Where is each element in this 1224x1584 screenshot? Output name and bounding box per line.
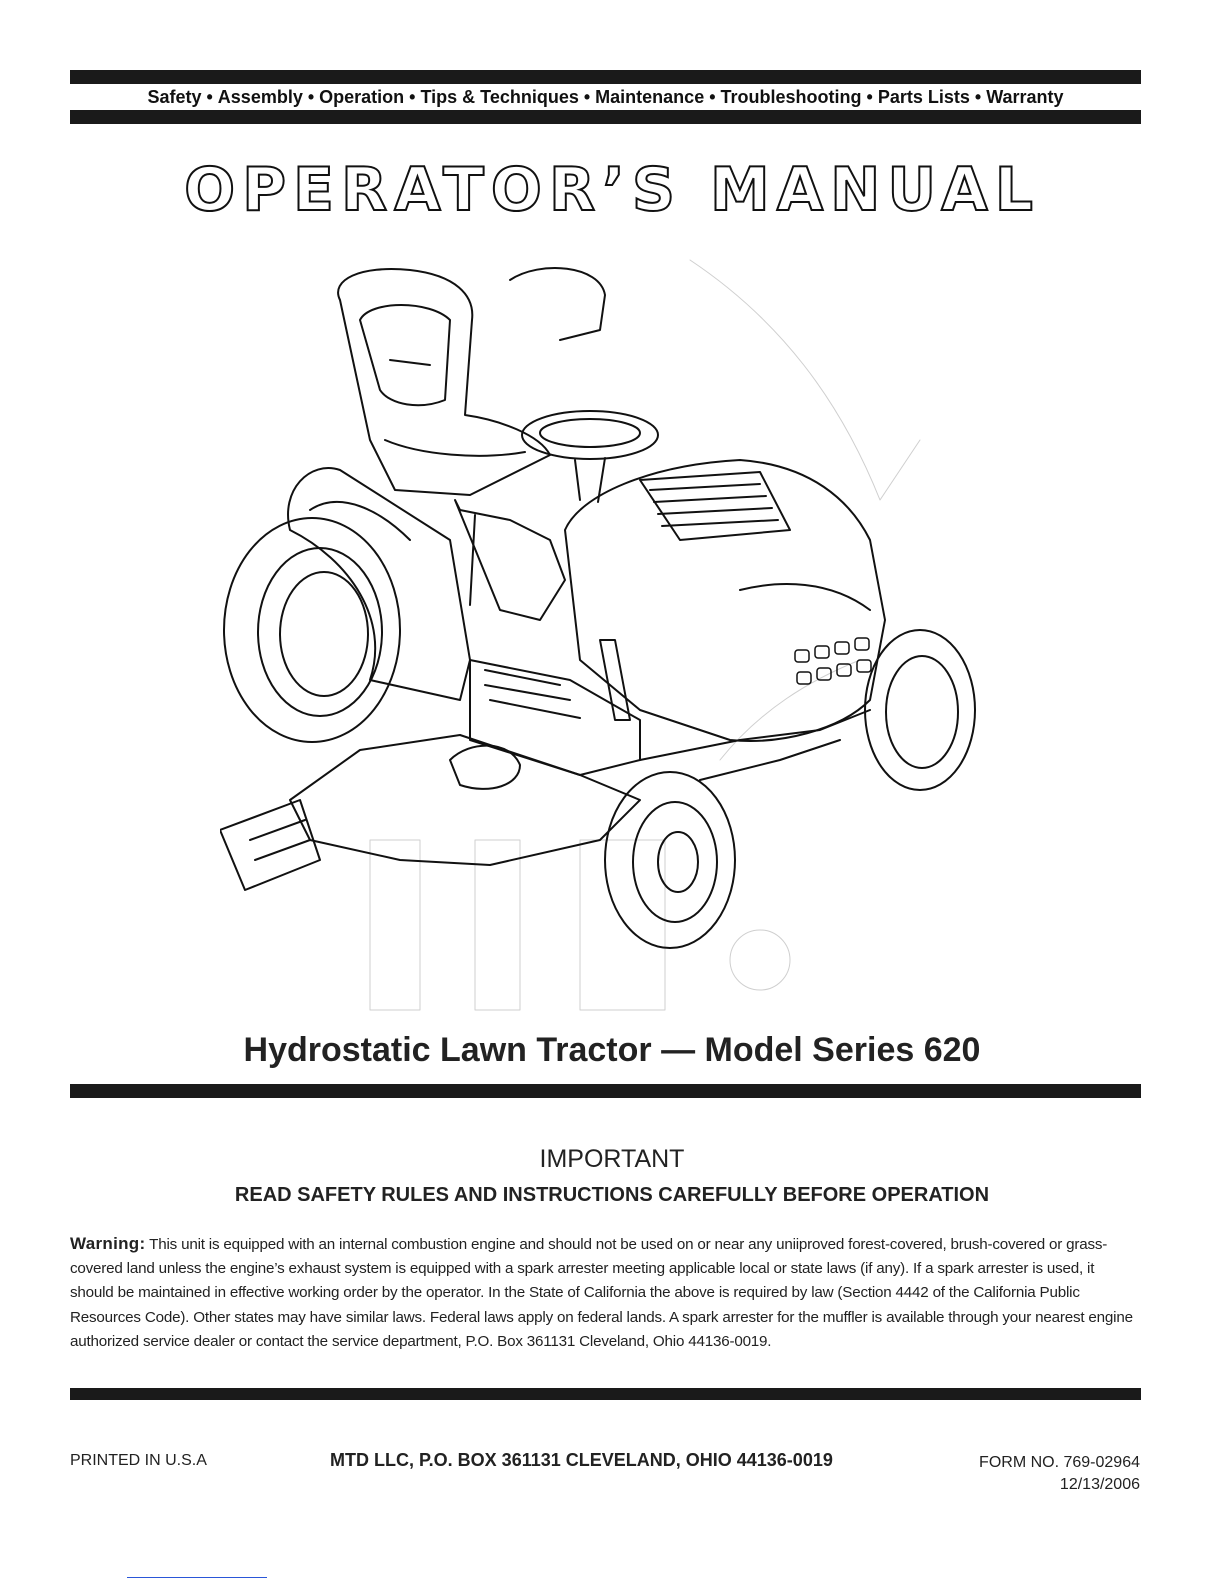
important-heading: IMPORTANT [539,1145,685,1173]
bullet-separator: • [206,87,213,107]
steering-wheel-icon [522,411,658,502]
form-date: 12/13/2006 [1059,1476,1140,1493]
printed-in: PRINTED IN U.S.A [70,1452,207,1469]
bullet-separator: • [709,87,716,107]
warning-paragraph [70,1232,1141,1354]
bottom-rule [70,1388,1141,1400]
product-title: Hydrostatic Lawn Tractor — Model Series 620 [243,1031,981,1069]
seat-icon [338,269,550,495]
company-address: MTD LLC, P.O. BOX 361131 CLEVELAND, OHIO 44136-0019 [330,1450,833,1470]
read-safety-heading: READ SAFETY RULES AND INSTRUCTIONS CAREFULLY BEFORE OPERATION [234,1184,990,1206]
form-number-block [979,1452,1140,1496]
form-number: FORM NO. 769-02964 [979,1454,1140,1471]
topic-item: Assembly [217,87,303,107]
bullet-separator: • [866,87,873,107]
link-underline [127,1577,267,1578]
topic-strip [70,85,1141,109]
section-rule [70,1084,1141,1098]
topic-item: Tips & Techniques [420,87,579,107]
mower-deck-icon [220,735,640,890]
front-wheel-icon [605,630,975,948]
bullet-separator: • [583,87,591,107]
topic-item: Safety [147,87,202,107]
topic-item: Maintenance [595,87,705,107]
page-title: OPERATOR’S MANUAL [184,155,1040,225]
warning-text: This unit is equipped with an internal combustion engine and should not be used on or near any uniiproved forest-covered, brush-covered or grass-covered land unless the engine’s exhaust system is equipped with a spark arrester meeting applicable local or state laws (if any). If a spark arrester is used, it should be maintained in effective working order by the operator. In the State of California the above is required by law (Section 4442 of the California Public Resources Code). Other states may have similar laws. Federal laws apply on federal lands. A spark arrester for the muffler is available through your nearest engine authorized service dealer or contact the service department, P.O. Box 361131 Cleveland, Ohio 44136-0019. [70,1236,1133,1350]
bullet-separator: • [409,87,416,107]
topic-item: Troubleshooting [720,87,862,107]
hood-icon [565,460,885,741]
top-rule-lower [70,110,1141,124]
bullet-separator: • [307,87,315,107]
topic-item: Operation [319,87,405,107]
bullet-separator: • [974,87,982,107]
topic-item: Warranty [986,87,1064,107]
top-rule [70,70,1141,84]
lawn-tractor-illustration [220,240,1000,1020]
background-logo-icon [370,260,920,1010]
topic-item: Parts Lists [877,87,970,107]
warning-label: Warning: [70,1234,146,1253]
